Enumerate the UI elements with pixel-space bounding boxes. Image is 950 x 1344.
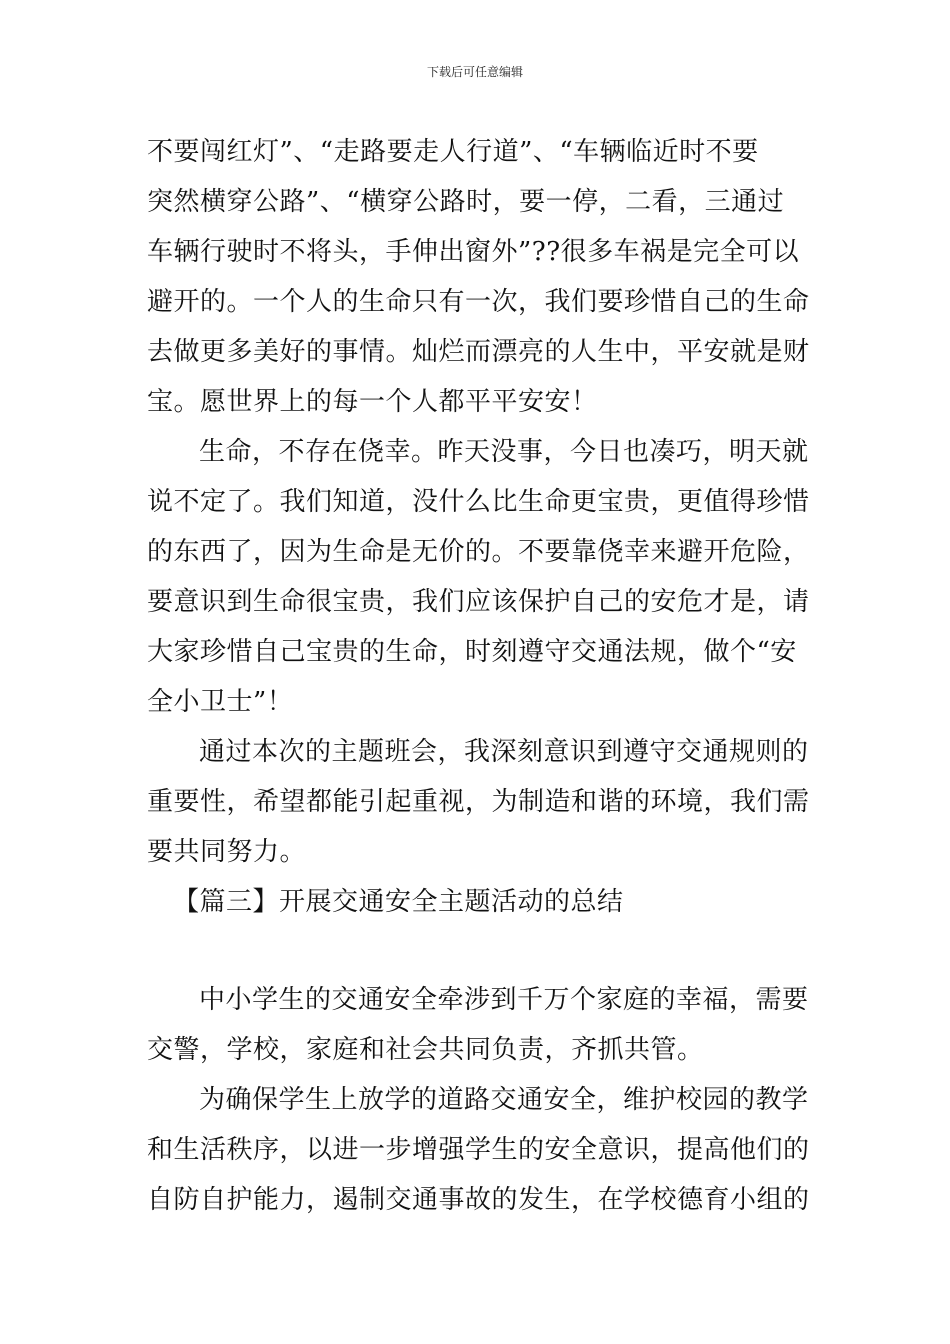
text-line: 大家珍惜自己宝贵的生命，时刻遵守交通法规，做个“安 — [147, 637, 797, 667]
paragraph-first-line: 通过本次的主题班会，我深刻意识到遵守交通规则的 — [199, 737, 809, 767]
text-line: 要意识到生命很宝贵，我们应该保护自己的安危才是，请 — [147, 587, 810, 617]
text-line: 交警，学校，家庭和社会共同负责，齐抓共管。 — [147, 1035, 704, 1065]
text-line: 宝。愿世界上的每一个人都平平安安！ — [147, 387, 598, 417]
paragraph-first-line: 生命，不存在侥幸。昨天没事，今日也凑巧，明天就 — [199, 437, 809, 467]
document-body — [147, 127, 811, 1225]
text-line: 去做更多美好的事情。灿烂而漂亮的人生中，平安就是财 — [147, 337, 810, 367]
paragraph-first-line: 中小学生的交通安全牵涉到千万个家庭的幸福，需要 — [199, 985, 809, 1015]
text-line: 不要闯红灯”、“走路要走人行道”、“车辆临近时不要 — [147, 137, 759, 167]
text-line: 全小卫士”！ — [147, 687, 294, 717]
text-line: 突然横穿公路”、“横穿公路时，要一停，二看，三通过 — [147, 187, 785, 217]
text-line: 避开的。一个人的生命只有一次，我们要珍惜自己的生命 — [147, 287, 810, 317]
text-line: 要共同努力。 — [147, 837, 307, 867]
text-line: 自防自护能力，遏制交通事故的发生，在学校德育小组的 — [147, 1185, 810, 1215]
paragraph-first-line: 为确保学生上放学的道路交通安全，维护校园的教学 — [199, 1085, 809, 1115]
text-line: 车辆行驶时不将头，手伸出窗外”??很多车祸是完全可以 — [147, 237, 800, 267]
text-line: 重要性，希望都能引起重视，为制造和谐的环境，我们需 — [147, 787, 810, 817]
section-spacer — [147, 927, 811, 975]
page-header: 下载后可任意编辑 — [426, 65, 523, 79]
text-line: 的东西了，因为生命是无价的。不要靠侥幸来避开危险， — [147, 537, 810, 567]
text-line: 和生活秩序，以进一步增强学生的安全意识，提高他们的 — [147, 1135, 810, 1165]
section-heading: 【篇三】开展交通安全主题活动的总结 — [173, 887, 624, 917]
text-line: 说不定了。我们知道，没什么比生命更宝贵，更值得珍惜 — [147, 487, 810, 517]
